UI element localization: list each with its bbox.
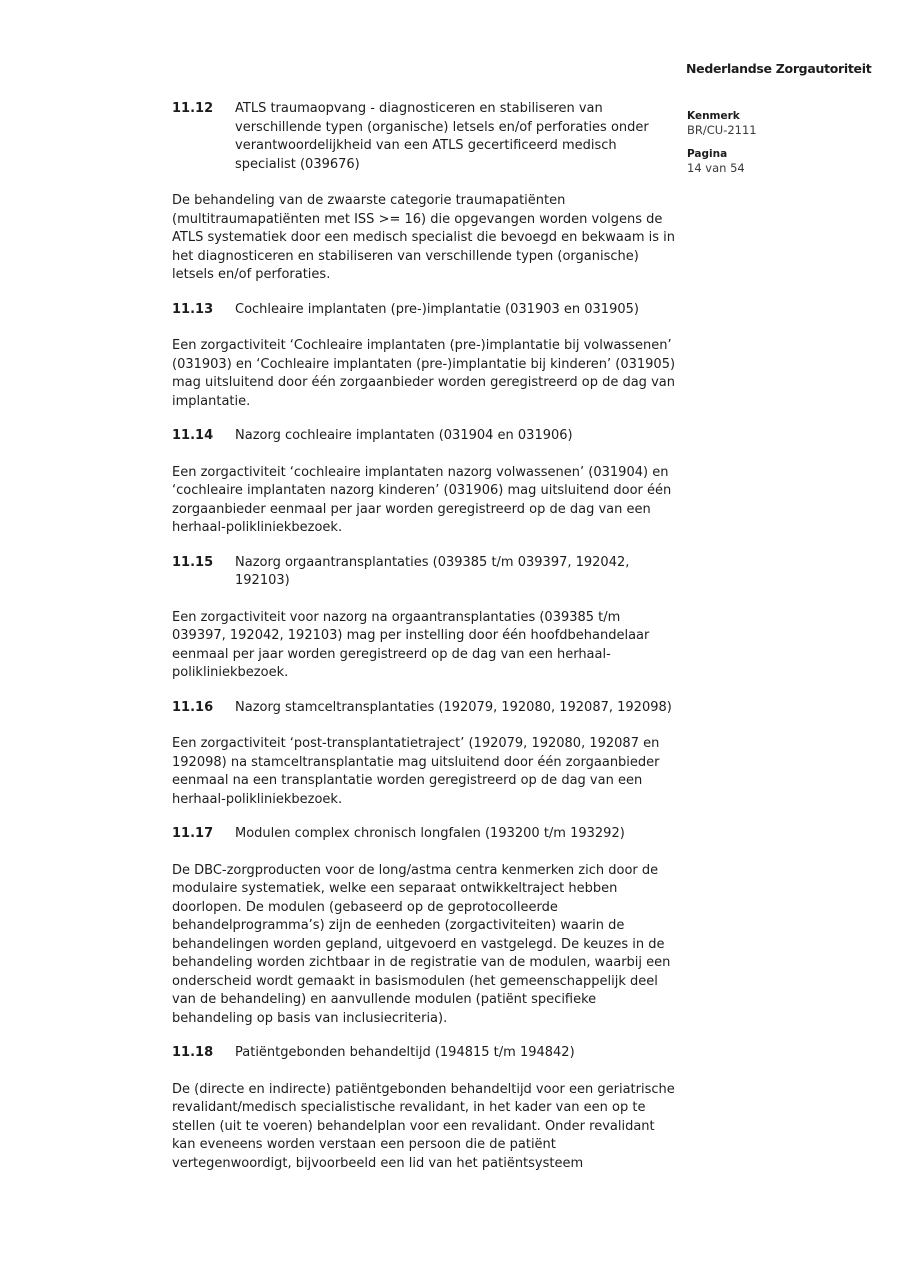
section-paragraph: Een zorgactiviteit voor nazorg na orgaantransplantaties (039385 t/m 039397, 192042, 192103) mag per instelling door één hoofdbehandelaar eenmaal per jaar worden geregistreerd op de dag van een herhaal-polikliniekbezoek.	[172, 609, 650, 680]
section-heading	[172, 100, 677, 174]
section-number: 11.14	[172, 428, 214, 443]
section-number: 11.13	[172, 301, 214, 317]
section-number: 11.18	[172, 1045, 214, 1060]
section-paragraph: De behandeling van de zwaarste categorie traumapatiënten (multitraumapatiënten met ISS >= 16) die opgevangen worden volgens de ATLS systematiek door een medisch specialist die bevoegd en bekwaam is in het diagnosticeren en stabiliseren van verschillende typen (organische) letsels en/of perforaties.	[172, 193, 675, 282]
section-title: ATLS traumaopvang - diagnosticeren en stabiliseren van verschillende typen (organische) letsels en/of perforaties onder verantwoordelijkheid van een ATLS gecertificeerd medisch specialist (039676)	[235, 101, 649, 172]
section-paragraph: Een zorgactiviteit ‘post-transplantatietraject’ (192079, 192080, 192087 en 192098) na stamceltransplantatie mag uitsluitend door één zorgaanbieder eenmaal na een transplantatie worden geregistreerd op de dag van een herhaal-polikliniekbezoek.	[172, 736, 660, 807]
kenmerk-value: BR/CU-2111	[687, 123, 757, 137]
section-title: Modulen complex chronisch longfalen (193200 t/m 193292)	[235, 826, 625, 841]
section-paragraph: De DBC-zorgproducten voor de long/astma centra kenmerken zich door de modulaire systematiek, welke een separaat ontwikkeltraject hebben doorlopen. De modulen (gebaseerd op de geprotocolleerde behandelprogramma’s) zijn de eenheden (zorgactiviteiten) waarin de behandelingen worden gepland, uitgevoerd en vastgelegd. De keuzes in de behandeling worden zichtbaar in de registratie van de modulen, waarbij een onderscheid wordt gemaakt in basismodulen (het gemeenschappelijk deel van de behandeling) en aanvullende modulen (patiënt specifieke behandeling op basis van inclusiecriteria).	[172, 862, 671, 1026]
section-paragraph: Een zorgactiviteit ‘cochleaire implantaten nazorg volwassenen’ (031904) en ‘cochleaire implantaten nazorg kinderen’ (031906) mag uitsluitend door één zorgaanbieder eenmaal per jaar worden geregistreerd op de dag van een herhaal-polikliniekbezoek.	[172, 464, 672, 535]
section-heading	[172, 699, 677, 718]
section-title: Cochleaire implantaten (pre-)implantatie (031903 en 031905)	[235, 301, 639, 317]
section-title: Nazorg stamceltransplantaties (192079, 192080, 192087, 192098)	[235, 699, 672, 715]
section-paragraph: De (directe en indirecte) patiëntgebonden behandeltijd voor een geriatrische revalidant/medisch specialistische revalidant, in het kader van een op te stellen (uit te voeren) behandelplan voor een revalidant. Onder revalidant kan eveneens worden verstaan een persoon die de patiënt vertegenwoordigt, bijvoorbeeld een lid van het patiëntsysteem	[172, 1081, 675, 1171]
section-heading	[172, 825, 677, 844]
header-brand: Nederlandse Zorgautoriteit	[686, 61, 872, 76]
policy-section	[172, 1044, 677, 1173]
section-number: 11.16	[172, 699, 214, 715]
section-title: Patiëntgebonden behandeltijd (194815 t/m 194842)	[235, 1045, 575, 1060]
document-body	[172, 100, 677, 1189]
policy-section	[172, 699, 677, 810]
section-number: 11.15	[172, 554, 214, 570]
kenmerk-label: Kenmerk	[687, 110, 740, 122]
policy-section	[172, 427, 677, 538]
section-heading	[172, 1044, 677, 1063]
pagina-value: 14 van 54	[687, 161, 745, 175]
policy-section	[172, 301, 677, 412]
policy-section	[172, 100, 677, 285]
document-meta-block	[687, 110, 757, 186]
policy-section	[172, 825, 677, 1028]
section-title: Nazorg orgaantransplantaties (039385 t/m 039397, 192042, 192103)	[235, 554, 630, 588]
section-heading	[172, 427, 677, 446]
section-number: 11.12	[172, 101, 214, 116]
pagina-label: Pagina	[687, 148, 728, 160]
section-heading	[172, 554, 677, 591]
section-paragraph: Een zorgactiviteit ‘Cochleaire implantaten (pre-)implantatie bij volwassenen’ (031903) en ‘Cochleaire implantaten (pre-)implantatie bij kinderen’ (031905) mag uitsluitend door één zorgaanbieder worden geregistreerd op de dag van implantatie.	[172, 338, 676, 409]
section-number: 11.17	[172, 826, 214, 841]
section-heading	[172, 301, 677, 320]
policy-section	[172, 554, 677, 683]
section-title: Nazorg cochleaire implantaten (031904 en 031906)	[235, 428, 573, 443]
